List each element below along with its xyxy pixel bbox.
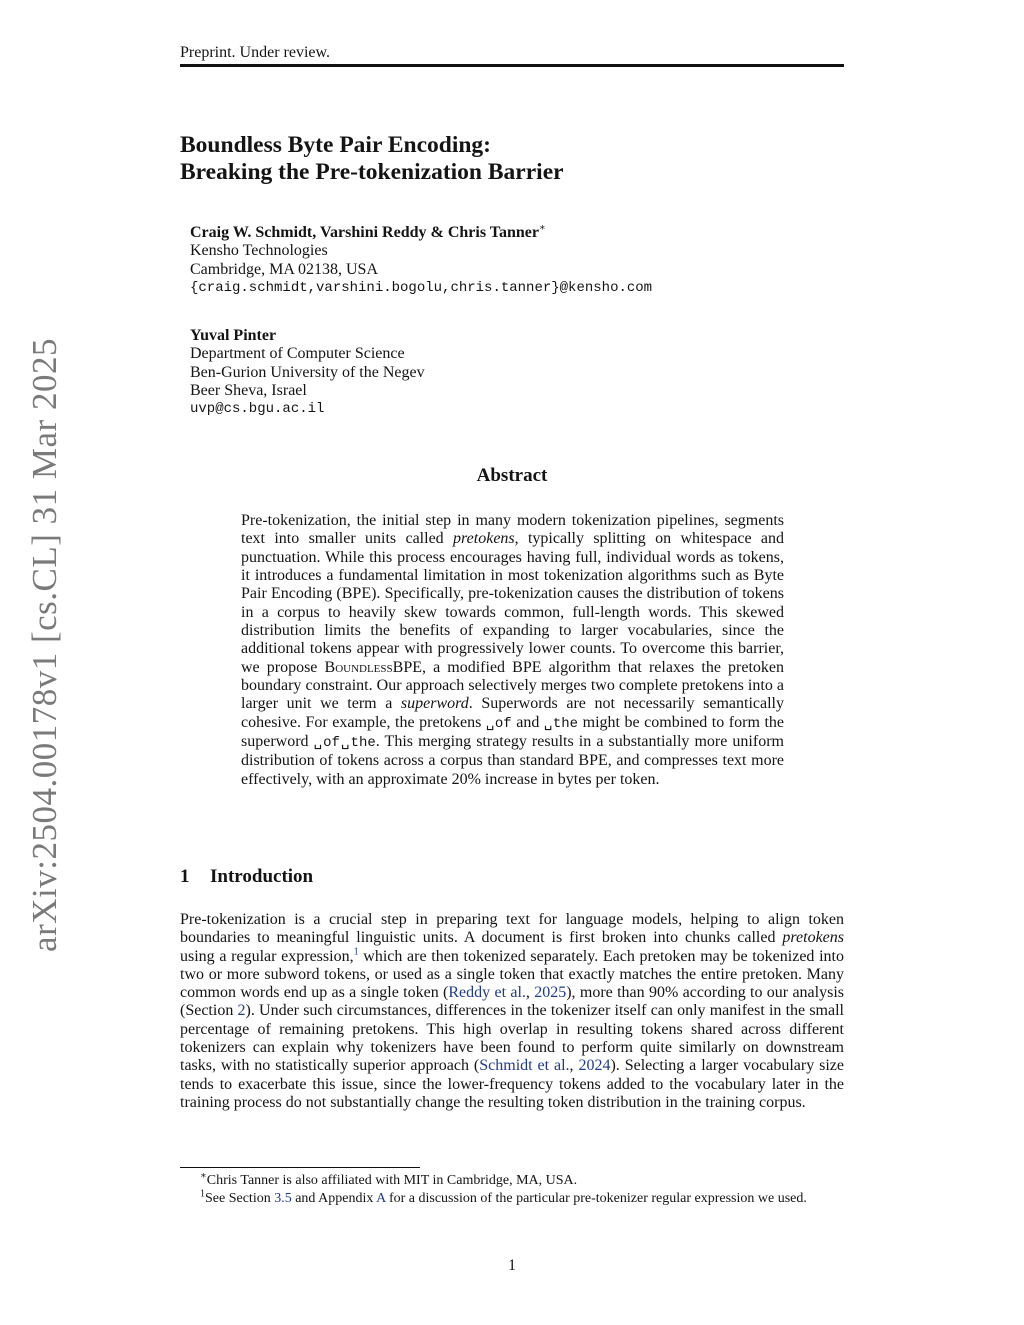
- body-text: using a regular expression,: [180, 947, 354, 965]
- title-line-1: Boundless Byte Pair Encoding:: [180, 132, 491, 158]
- appendix-ref-a[interactable]: A: [376, 1190, 386, 1206]
- author-affiliation: Kensho Technologies: [190, 242, 328, 260]
- footnote-rule: [180, 1167, 420, 1168]
- section-title: Introduction: [210, 866, 314, 887]
- abstract-text: . Superwords are not necessarily semantically cohesive. For example, the pretokens: [241, 695, 785, 731]
- footnote-text: and Appendix: [291, 1190, 377, 1206]
- title-line-2: Breaking the Pre-tokenization Barrier: [180, 159, 564, 185]
- abstract-text: , a modified BPE algorithm that relaxes the pretoken boundary constraint. Our approach selectively merges two complete pretokens into a larger unit we term a: [241, 658, 785, 713]
- author-block-1: [190, 224, 652, 297]
- paper-title: [180, 132, 564, 186]
- footnote-text: Chris Tanner is also affiliated with MIT in Cambridge, MA, USA.: [206, 1173, 578, 1188]
- author-email: {craig.schmidt,varshini.bogolu,chris.tanner}@kensho.com: [190, 279, 653, 296]
- author-email: uvp@cs.bgu.ac.il: [190, 401, 325, 418]
- introduction-body: [180, 911, 844, 1112]
- abstract-heading: Abstract: [476, 465, 548, 486]
- author-names: Craig W. Schmidt, Varshini Reddy & Chris Tanner: [190, 224, 539, 241]
- abstract-text: and: [511, 713, 544, 731]
- abstract-body: [241, 512, 784, 789]
- running-header: Preprint. Under review.: [180, 44, 331, 61]
- footnote-text: for a discussion of the particular pre-tokenizer regular expression we used.: [385, 1190, 807, 1206]
- body-text: ), more than 90% according to our analysis (Section: [180, 984, 844, 1020]
- code-token-of-the: ␣of␣the: [313, 735, 376, 752]
- citation-schmidt[interactable]: Schmidt et al.: [479, 1057, 570, 1075]
- body-text: ). Under such circumstances, differences in the tokenizer itself can only manifest in the small percentage of remaining pretokens. This high overlap in resulting tokens shared across different tokenizers can explain why tokenizers have been found to perform quite similarly on downstream tasks, with no statistically superior approach (: [180, 1002, 844, 1075]
- abstract-text: Pre-tokenization, the initial step in many modern tokenization pipelines, segments text into smaller units called: [241, 512, 784, 548]
- term-superword: superword: [400, 695, 469, 713]
- author-block-2: [190, 327, 425, 418]
- author-address: Cambridge, MA 02138, USA: [190, 260, 378, 278]
- method-name-suffix: BPE: [392, 658, 422, 676]
- arxiv-identifier[interactable]: arXiv:2504.00178v1 [cs.CL] 31 Mar 2025: [25, 338, 64, 952]
- author-department: Department of Computer Science: [190, 345, 405, 363]
- author-names: Yuval Pinter: [190, 327, 277, 344]
- footnotes: [180, 1172, 844, 1207]
- section-heading-introduction: [180, 866, 313, 888]
- abstract-text: , typically splitting on whitespace and punctuation. While this process encourages having full, individual words as tokens, it introduces a fundamental limitation in most tokenization algorithms such as Byte Pair Encoding (BPE). Specifically, pre-tokenization causes the distribution of tokens in a corpus to heavily skew towards common, full-length words. This skewed distribution limits the benefits of expanding to larger vocabularies, since the additional tokens appear with progressively lower counts. To overcome this barrier, we propose: [241, 530, 784, 676]
- body-text: ). Selecting a larger vocabulary size tends to exacerbate this issue, since the lower-frequency tokens added to the vocabulary later in the training process do not substantially change the resulting token distribution in the training corpus.: [180, 1057, 844, 1111]
- footnote-1: [180, 1187, 844, 1208]
- citation-reddy-year[interactable]: 2025: [534, 984, 567, 1002]
- author-affiliation: Ben-Gurion University of the Negev: [190, 363, 425, 381]
- abstract-text: . This merging strategy results in a substantially more uniform distribution of tokens across a corpus than standard BPE, and compresses text more effectively, with an approximate 20% increase in bytes per token.: [241, 733, 784, 788]
- footnote-mark: 1: [200, 1187, 205, 1199]
- body-text: ,: [569, 1057, 579, 1075]
- body-text: which are then tokenized separately. Each pretoken may be tokenized into two or more subword tokens, or used as a single token that exactly matches the entire pretoken. Many common words end up as a single token (: [180, 947, 845, 1002]
- section-number: 1: [180, 866, 190, 887]
- method-name-smallcaps: Boundless: [324, 658, 393, 676]
- abstract-text: might be combined to form the superword: [241, 713, 784, 751]
- body-text: Pre-tokenization is a crucial step in preparing text for language models, helping to align token boundaries to meaningful linguistic units. A document is first broken into chunks called: [180, 911, 844, 947]
- footnote-text: See Section: [205, 1190, 275, 1206]
- page-number: 1: [508, 1257, 516, 1274]
- citation-schmidt-year[interactable]: 2024: [578, 1057, 611, 1075]
- citation-reddy[interactable]: Reddy et al.: [448, 984, 526, 1002]
- term-pretokens: pretokens: [782, 929, 844, 947]
- code-token-of: ␣of: [485, 715, 512, 732]
- header-rule: [180, 64, 844, 67]
- footnote-star: [180, 1172, 844, 1190]
- section-ref-3-5[interactable]: 3.5: [274, 1190, 292, 1206]
- term-pretokens: pretokens: [453, 530, 515, 548]
- author-footnote-mark[interactable]: ∗: [538, 222, 546, 234]
- code-token-the: ␣the: [543, 715, 579, 732]
- footnote-mark: ∗: [200, 1170, 207, 1182]
- body-text: ,: [525, 984, 535, 1002]
- section-ref-2[interactable]: 2: [237, 1002, 246, 1020]
- footnote-ref-1[interactable]: 1: [353, 946, 359, 958]
- author-address: Beer Sheva, Israel: [190, 381, 307, 399]
